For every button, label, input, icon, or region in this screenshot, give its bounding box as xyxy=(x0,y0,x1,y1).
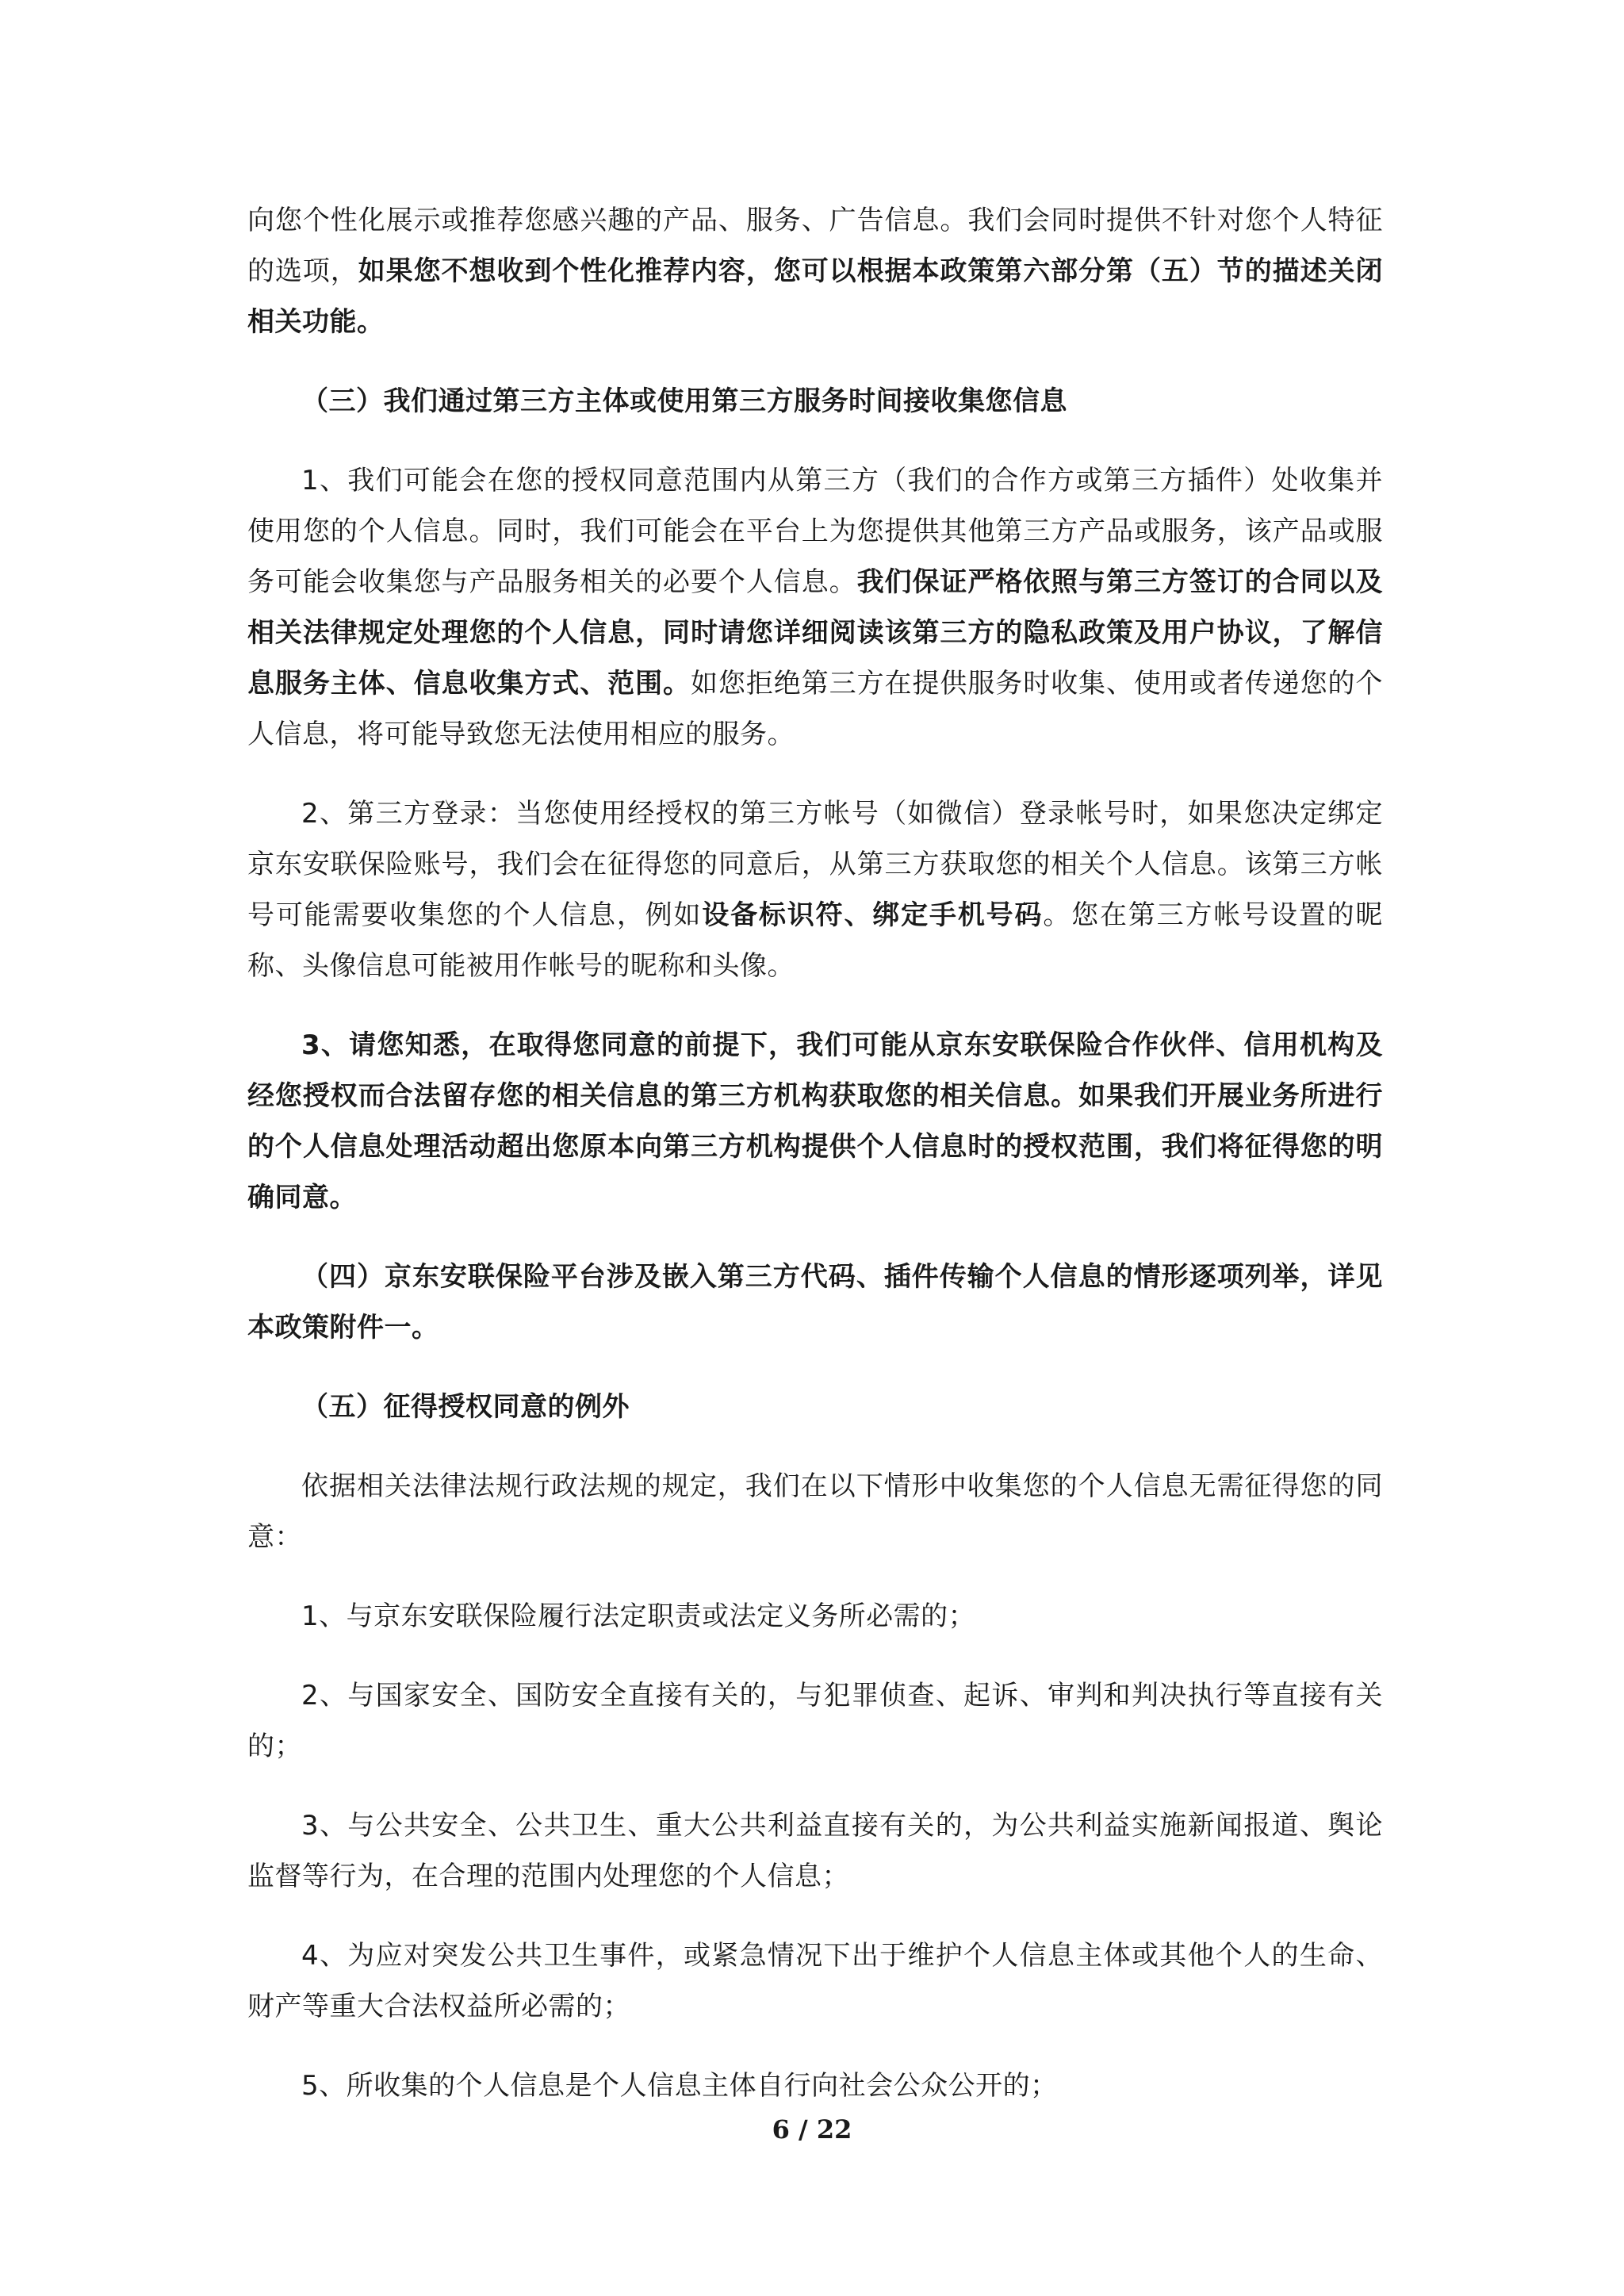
list-item: 2、与国家安全、国防安全直接有关的，与犯罪侦查、起诉、审判和判决执行等直接有关的； xyxy=(247,1680,1383,1762)
document-body xyxy=(247,195,1383,2140)
paragraph-third-party-login xyxy=(247,788,1383,991)
section-heading-4: （四）京东安联保险平台涉及嵌入第三方代码、插件传输个人信息的情形逐项列举，详见本政策附件一。 xyxy=(247,1261,1383,1343)
paragraph-text: 2、第三方登录：当您使用经授权的第三方帐号（如微信）登录帐号时，如果您决定绑定京东安联保险账号，我们会在征得您的同意后，从第三方获取您的相关个人信息。该第三方帐号可能需要收集您的个人信息，例如 xyxy=(247,798,1383,931)
bold-text: 设备标识符、绑定手机号码 xyxy=(702,899,1044,931)
paragraph-text: 向您个性化展示或推荐您感兴趣的产品、服务、广告信息。我们会同时提供不针对您个人特征的选项， xyxy=(247,205,1383,287)
page-number: 6 / 22 xyxy=(772,2114,852,2145)
list-item: 4、为应对突发公共卫生事件，或紧急情况下出于维护个人信息主体或其他个人的生命、财产等重大合法权益所必需的； xyxy=(247,1940,1383,2022)
section-heading-3: （三）我们通过第三方主体或使用第三方服务时间接收集您信息 xyxy=(301,385,1067,417)
list-item: 3、与公共安全、公共卫生、重大公共利益直接有关的，为公共利益实施新闻报道、舆论监督等行为，在合理的范围内处理您的个人信息； xyxy=(247,1810,1383,1892)
section-heading-5: （五）征得授权同意的例外 xyxy=(301,1391,630,1423)
paragraph-text: 如您拒绝第三方在提供服务时收集、使用或者传递您的个人信息，将可能导致您无法使用相应的服务。 xyxy=(247,668,1383,750)
paragraph-text: 。您在第三方帐号设置的昵称、头像信息可能被用作帐号的昵称和头像。 xyxy=(247,899,1384,982)
list-item: 1、与京东安联保险履行法定职责或法定义务所必需的； xyxy=(301,1600,976,1632)
paragraph-text: 1、我们可能会在您的授权同意范围内从第三方（我们的合作方或第三方插件）处收集并使用您的个人信息。同时，我们可能会在平台上为您提供其他第三方产品或服务，该产品或服务可能会收集您与产品服务相关的必要个人信息。 xyxy=(247,465,1383,598)
paragraph-exceptions-intro: 依据相关法律法规行政法规的规定，我们在以下情形中收集您的个人信息无需征得您的同意： xyxy=(247,1470,1383,1553)
paragraph-personalization xyxy=(247,195,1383,347)
bold-text: 如果您不想收到个性化推荐内容，您可以根据本政策第六部分第（五）节的描述关闭相关功能。 xyxy=(247,255,1383,338)
bold-text: 我们保证严格依照与第三方签订的合同以及相关法律规定处理您的个人信息，同时请您详细阅读该第三方的隐私政策及用户协议，了解信息服务主体、信息收集方式、范围。 xyxy=(247,566,1383,700)
paragraph-third-party-collection xyxy=(247,455,1383,760)
list-item: 5、所收集的个人信息是个人信息主体自行向社会公众公开的； xyxy=(301,2070,1058,2102)
paragraph-partner-info: 3、请您知悉，在取得您同意的前提下，我们可能从京东安联保险合作伙伴、信用机构及经您授权而合法留存您的相关信息的第三方机构获取您的相关信息。如果我们开展业务所进行的个人信息处理活动超出您原本向第三方机构提供个人信息时的授权范围，我们将征得您的明确同意。 xyxy=(247,1029,1383,1213)
